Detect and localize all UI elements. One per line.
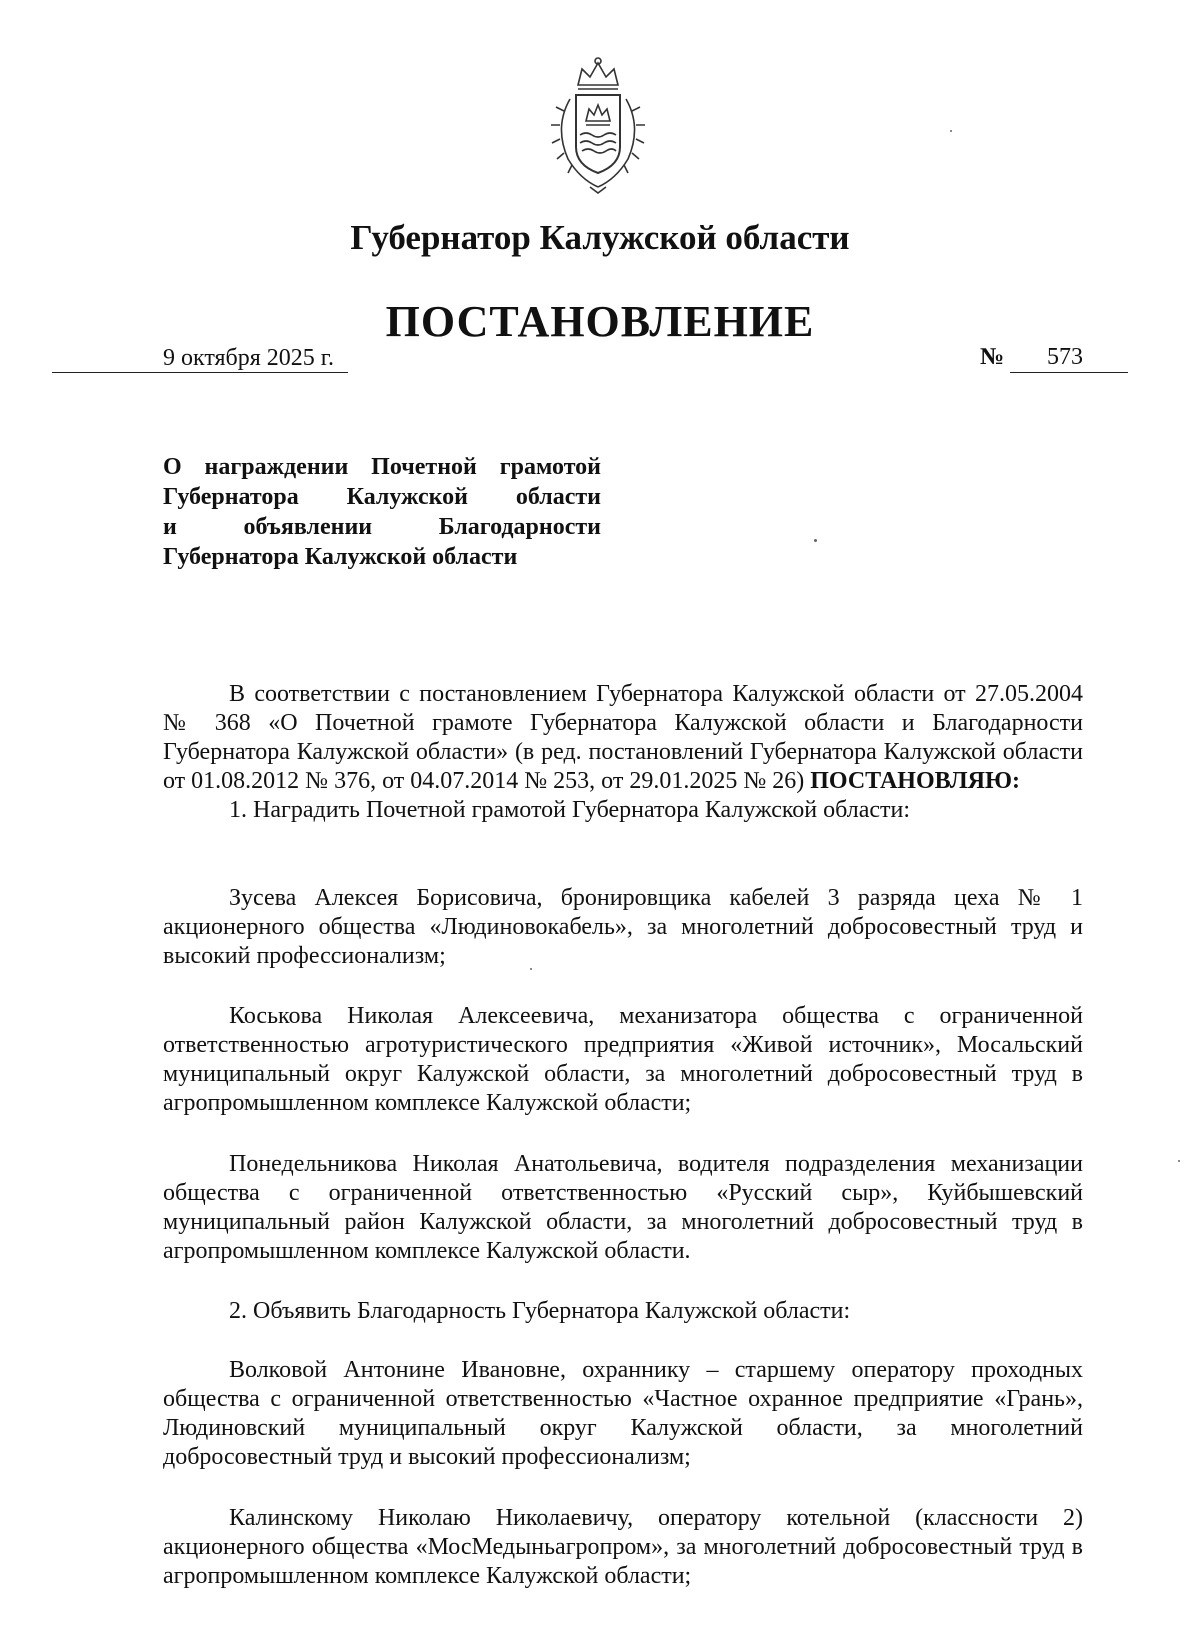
scan-speck (1178, 1160, 1180, 1162)
awardee-text: Зусева Алексея Борисовича, бронировщика кабелей 3 разряда цеха № 1 акционерного общества «Людиновокабель», за многолетний добросовестный труд и высокий профессионализм; (163, 885, 1083, 969)
awardee-paragraph (163, 1002, 1083, 1118)
section-1-heading: 1. Наградить Почетной грамотой Губернатора Калужской области: (229, 797, 911, 823)
awardee-text: Волковой Антонине Ивановне, охраннику – старшему оператору проходных общества с ограниченной ответственностью «Частное охранное предприятие «Грань», Людиновский муниципальный округ Калужской области, за многолетний добросовестный труд и высокий профессионализм; (163, 1357, 1083, 1470)
document-type-title: ПОСТАНОВЛЕНИЕ (385, 297, 815, 346)
number-underline (1010, 372, 1128, 373)
document-subject (163, 452, 601, 572)
awardee-text: Калинскому Николаю Николаевичу, оператору котельной (классности 2) акционерного общества «МосМедыньагропром», за многолетний добросовестный труд в агропромышленном комплексе Калужской области; (163, 1505, 1083, 1589)
subject-line: Губернатора Калужской области (163, 544, 518, 570)
awardee-text: Коськова Николая Алексеевича, механизатора общества с ограниченной ответственностью агротуристического предприятия «Живой источник», Мосальский муниципальный округ Калужской области, за многолетний добросовестный труд в агропромышленном комплексе Калужской области; (163, 1003, 1083, 1116)
section-2-heading: 2. Объявить Благодарность Губернатора Калужской области: (229, 1298, 851, 1324)
scan-speck (950, 130, 952, 132)
subject-line: и объявлении Благодарности (163, 514, 601, 540)
preamble-text: В соответствии с постановлением Губернатора Калужской области от 27.05.2004 № 368 «О Почетной грамоте Губернатора Калужской области и Благодарности Губернатора Калужской области» (в ред. постановлений Губернатора Калужской области от 01.08.2012 № 376, от 04.07.2014 № 253, от 29.01.2025 № 26) (163, 681, 1083, 794)
document-number: 573 (1047, 344, 1083, 370)
awardee-paragraph (163, 1356, 1083, 1472)
number-label: № (980, 344, 1005, 370)
awardee-paragraph (163, 1504, 1083, 1591)
preamble-block (163, 680, 1083, 825)
awardee-text: Понедельникова Николая Анатольевича, водителя подразделения механизации общества с ограниченной ответственностью «Русский сыр», Куйбышевский муниципальный район Калужской области, за многолетний добросовестный труд в агропромышленном комплексе Калужской области. (163, 1151, 1083, 1264)
document-date: 9 октября 2025 г. (163, 345, 334, 371)
scan-speck (814, 539, 817, 542)
decree-word: ПОСТАНОВЛЯЮ: (810, 768, 1020, 794)
preamble-paragraph (163, 680, 1083, 796)
subject-line: Губернатора Калужской области (163, 484, 601, 510)
awardee-paragraph (163, 884, 1083, 971)
date-underline (52, 372, 348, 373)
scan-speck (530, 968, 532, 970)
issuing-authority: Губернатор Калужской области (350, 218, 850, 257)
awardee-paragraph (163, 1150, 1083, 1266)
kaluga-coat-of-arms-icon (540, 55, 656, 195)
section-2-heading-block (163, 1297, 1083, 1326)
subject-line: О награждении Почетной грамотой (163, 454, 601, 480)
